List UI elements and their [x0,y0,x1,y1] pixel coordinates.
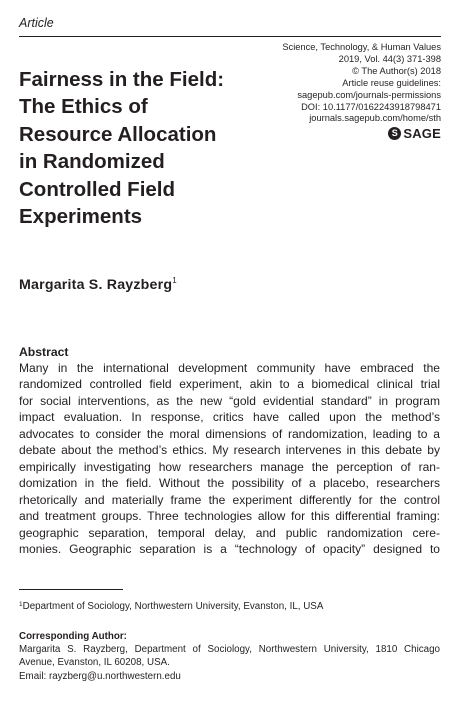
correspondence-line: Margarita S. Rayzberg, Department of Sociology, Northwestern University, 1810 Chicago [19,644,440,656]
abstract-line: for social interventions, as the new “gold evidential standard” in program [19,393,440,408]
abstract-line: rhetorically and materially frame the experiment differently for the control [19,492,440,507]
author-byline [19,276,177,293]
title-line: Resource Allocation [19,122,217,146]
journal-name: Science, Technology, & Human Values [282,42,441,52]
abstract-line: domization in the field. Without the possibility of a placebo, researchers [19,476,440,491]
footnote-mark: 1 [19,601,23,608]
affiliation-mark: 1 [172,276,177,285]
article-type-label: Article [19,16,54,30]
sage-logo-icon [388,127,401,140]
corresponding-author [19,630,440,683]
footnote-text: Department of Sociology, Northwestern University, Evanston, IL, USA [22,601,324,612]
correspondence-line: Avenue, Evanston, IL 60208, USA. [19,657,170,669]
abstract-line: randomized controlled field experiment, akin to a biomedical clinical trial [19,377,440,392]
reuse-guidelines: Article reuse guidelines: [342,77,441,88]
abstract-heading: Abstract [19,345,69,359]
abstract-body [19,360,440,557]
title-line: Fairness in the Field: [19,68,225,91]
abstract-line: debate about the method’s ethics. My research intervenes in this debate by [19,443,440,458]
abstract-line: empirically investigating how researchers manage the perception of ran- [19,459,440,474]
abstract-line: monies. Geographic separation is a “technology of opacity” designed to [19,541,440,556]
correspondence-email[interactable]: Email: rayzberg@u.northwestern.edu [19,670,181,682]
abstract-line: geographic separation, temporal delay, and public randomization cere- [19,525,440,540]
footnote-rule [19,589,123,590]
title-line: Experiments [19,205,143,229]
permissions-link[interactable]: sagepub.com/journals-permissions [297,89,441,100]
journal-homepage-link[interactable]: journals.sagepub.com/home/sth [309,113,441,124]
author-name: Margarita S. Rayzberg [19,277,173,293]
abstract-line: advocates to consider the moral dimensions of randomization, leading to a [19,426,440,441]
publisher-name: SAGE [403,125,441,141]
title-line: in Randomized [19,150,165,174]
title-line: Controlled Field [19,177,176,201]
affiliation-footnote [19,601,323,612]
journal-volume: 2019, Vol. 44(3) 371-398 [338,53,441,64]
abstract-line: impact evaluation. In response, critics have called upon the method’s [19,410,440,425]
doi-link[interactable]: DOI: 10.1177/0162243918798471 [301,101,441,112]
corresponding-author-heading: Corresponding Author: [19,631,127,642]
abstract-line: and treatment groups. Three technologies allow for this differential framing: [19,509,440,524]
copyright-line: © The Author(s) 2018 [352,65,441,76]
abstract-line: Many in the international development community have embraced the [19,361,440,375]
article-title [19,66,279,230]
title-line: The Ethics of [19,95,148,119]
header-rule [19,36,441,37]
